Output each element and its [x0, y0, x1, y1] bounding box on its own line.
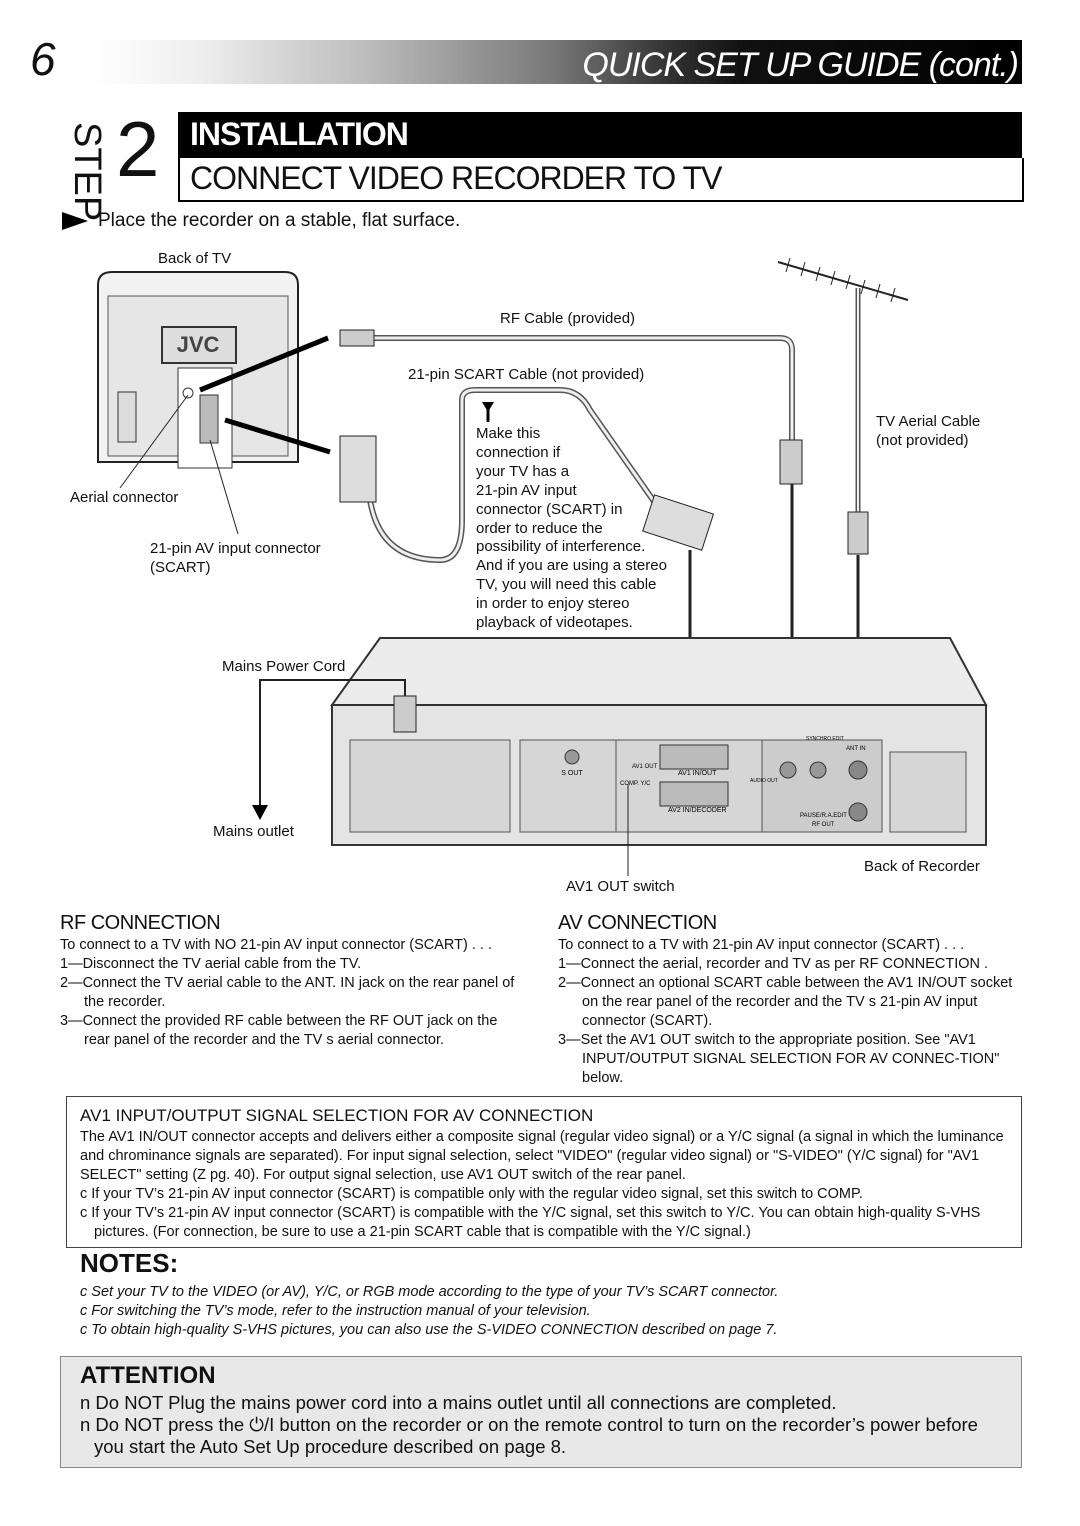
note-item: c To obtain high-quality S-VHS pictures, you can also use the S-VIDEO CONNECTION described on page 7.: [80, 1322, 778, 1338]
page-title: QUICK SET UP GUIDE (cont.): [582, 46, 1018, 84]
rf-out-label: RF OUT: [812, 822, 835, 828]
attention-item: n Do NOT Plug the mains power cord into a mains outlet until all connections are completed.: [80, 1392, 837, 1413]
av1-bullet: c If your TV’s 21-pin AV input connector (SCART) is compatible with the Y/C signal, set this switch to Y/C. You can obtain high-quality S-VHS pictures. (For connection, be sure to use a 21-pin SCART cable that is compatible with the Y/C signal.): [80, 1205, 981, 1240]
note-line: order to reduce the: [476, 519, 603, 537]
synchro-label: SYNCHRO EDIT: [806, 736, 844, 742]
av2-label: AV2 IN/DECODER: [668, 807, 727, 814]
av-step: 1—Connect the aerial, recorder and TV as per RF CONNECTION .: [558, 956, 989, 972]
av1-inout-label: AV1 IN/OUT: [678, 770, 717, 777]
tv-aerial-cable-label: TV Aerial Cable: [876, 413, 981, 430]
av1-out-switch-label: AV1 OUT switch: [566, 878, 675, 895]
av1-body-text: The AV1 IN/OUT connector accepts and delivers either a composite signal (regular video signal) or a Y/C signal (a signal in which the luminance and chrominance signals are separated). For input signal selection, select "VIDEO" (regular video signal) or "S-VIDEO" (Y/C signal) for "AV1 SELECT" setting (Z pg. 40). For output signal selection, use AV1 OUT switch of the rear panel.: [80, 1129, 1004, 1183]
attention-list: [80, 1392, 1010, 1458]
ant-in-label: ANT IN: [846, 746, 866, 752]
notes-heading: NOTES:: [80, 1248, 179, 1278]
av1-selection-heading: AV1 INPUT/OUTPUT SIGNAL SELECTION FOR AV CONNECTION: [80, 1106, 594, 1125]
step-subtitle: CONNECT VIDEO RECORDER TO TV: [190, 160, 722, 196]
back-of-tv-label: Back of TV: [158, 250, 232, 267]
step-label-text: STEP: [66, 122, 108, 222]
back-of-recorder-label: Back of Recorder: [864, 858, 980, 875]
s-out-label: S OUT: [561, 770, 583, 777]
make-this-note: [476, 425, 667, 633]
aerial-connector-label: Aerial connector: [70, 489, 179, 506]
note-line: connection if: [476, 443, 561, 461]
av-step: 2—Connect an optional SCART cable between the AV1 IN/OUT socket on the rear panel of the recorder and the TV s 21-pin AV input connector (SCART).: [558, 975, 1013, 1029]
tv-aerial-cable-label-2: (not provided): [876, 432, 969, 449]
note-line: Make this: [476, 425, 541, 442]
note-item: c Set your TV to the VIDEO (or AV), Y/C, or RGB mode according to the type of your TV’s SCART connector.: [80, 1284, 779, 1300]
note-line: playback of videotapes.: [476, 614, 633, 632]
rf-intro: To connect to a TV with NO 21-pin AV input connector (SCART) . . .: [60, 937, 492, 953]
attention-heading: ATTENTION: [80, 1362, 216, 1389]
rf-step: 1—Disconnect the TV aerial cable from the TV.: [60, 956, 362, 972]
av1-bullet: c If your TV’s 21-pin AV input connector (SCART) is compatible only with the regular video signal, set this switch to COMP.: [80, 1186, 863, 1202]
mains-outlet-label: Mains outlet: [213, 823, 294, 840]
rf-connection-body: [60, 936, 520, 1050]
note-line: your TV has a: [476, 462, 570, 480]
rf-step: 3—Connect the provided RF cable between the RF OUT jack on the rear panel of the recorder and the TV s aerial connector.: [60, 1013, 498, 1048]
scart-cable-label: 21-pin SCART Cable (not provided): [408, 366, 645, 383]
av-intro: To connect to a TV with 21-pin AV input connector (SCART) . . .: [558, 937, 965, 953]
av-connection-body: [558, 936, 1020, 1088]
note-line: TV, you will need this cable: [476, 576, 657, 594]
step-title: INSTALLATION: [190, 116, 408, 152]
note-item: c For switching the TV’s mode, refer to the instruction manual of your television.: [80, 1303, 591, 1319]
av-connection-heading: AV CONNECTION: [558, 912, 717, 934]
audio-out-label: AUDIO OUT: [750, 778, 778, 784]
av1-out-label: AV1 OUT: [632, 764, 658, 770]
pause-label: PAUSE/R.A.EDIT: [800, 813, 847, 819]
av-input-connector-label: 21-pin AV input connector: [150, 540, 321, 557]
comp-yc-label: COMP. Y/C: [620, 781, 651, 787]
rf-cable-label: RF Cable (provided): [500, 310, 636, 327]
note-line: connector (SCART) in: [476, 500, 623, 518]
step-number: 2: [116, 105, 160, 193]
recorder-illustration: [332, 638, 986, 845]
note-line: possibility of interference.: [476, 538, 646, 556]
mains-power-cord-label: Mains Power Cord: [222, 658, 346, 675]
rf-step: 2—Connect the TV aerial cable to the ANT. IN jack on the rear panel of the recorder.: [60, 975, 515, 1010]
rf-connection-heading: RF CONNECTION: [60, 912, 221, 934]
attention-item: n Do NOT press the ⏻/I button on the recorder or on the remote control to turn on the recorder’s power before you start the Auto Set Up procedure described on page 8.: [80, 1414, 978, 1457]
tv-logo: JVC: [176, 332, 220, 357]
note-line: And if you are using a stereo: [476, 557, 667, 575]
av-step: 3—Set the AV1 OUT switch to the appropriate position. See "AV1 INPUT/OUTPUT SIGNAL SELECTION FOR AV CONNEC-TION" below.: [558, 1032, 1000, 1086]
notes-list: [80, 1283, 1010, 1340]
av1-selection-body: [80, 1128, 1010, 1242]
note-line: in order to enjoy stereo: [476, 595, 630, 613]
av-input-connector-label-2: (SCART): [150, 559, 211, 576]
note-line: 21-pin AV input: [476, 481, 577, 499]
page-number: 6: [30, 33, 56, 85]
instruction-text: Place the recorder on a stable, flat surface.: [98, 210, 461, 231]
